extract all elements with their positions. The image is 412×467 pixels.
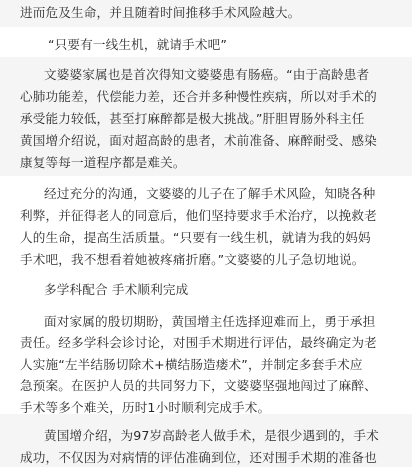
paragraph-line: 人实施“左半结肠切除术+横结肠造瘘术”，并制定多套手术应 [20, 357, 363, 372]
paragraph-line: 面对家属的殷切期盼，黄国增主任选择迎难而上，勇于承担 [44, 314, 376, 329]
section-heading: 多学科配合 手术顺利完成 [44, 282, 189, 297]
quote-heading: “只要有一线生机，就请手术吧” [48, 37, 228, 52]
paragraph-line: 黄国增介绍说，面对超高龄的患者，术前准备、麻醉耐受、感染 [20, 133, 377, 148]
paragraph-line: 进而危及生命，并且随着时间推移手术风险越大。 [20, 5, 301, 20]
paragraph-line: 责任。经多学科会诊讨论，对围手术期进行评估，最终确定为老 [20, 335, 377, 350]
paragraph-line: 经过充分的沟通，文婆婆的儿子在了解手术风险，知晓各种 [44, 186, 376, 201]
paragraph-line: 承受能力较低，甚至打麻醉都是极大挑战。”肝胆胃肠外科主任 [20, 111, 365, 126]
paragraph-line: 康复等每一道程序都是难关。 [20, 155, 186, 170]
paragraph-line: 心肺功能差，代偿能力差，还合并多种慢性疾病，所以对手术的 [20, 89, 377, 104]
paragraph-line: 成功，不仅因为对病情的评估准确到位，还对围手术期的准备也 [20, 450, 377, 465]
paragraph-line: 文婆婆家属也是首次得知文婆婆患有肠癌。“由于高龄患者 [44, 67, 370, 82]
paragraph-line: 手术等多个难关，历时1小时顺利完成手术。 [20, 400, 271, 415]
paragraph-line: 急预案。在医护人员的共同努力下，文婆婆坚强地闯过了麻醉、 [20, 378, 377, 393]
paragraph-line: 人的生命，提高生活质量。“只要有一线生机，就请为我的妈妈 [20, 230, 371, 245]
paragraph-line: 黄国增介绍，为97岁高龄老人做手术，是很少遇到的，手术 [44, 428, 379, 443]
paragraph-line: 利弊，并征得老人的同意后，他们坚持要求手术治疗，以挽救老 [20, 208, 377, 223]
paragraph-line: 手术吧，我不想看着她被疼痛折磨。”文婆婆的儿子急切地说。 [20, 252, 365, 267]
